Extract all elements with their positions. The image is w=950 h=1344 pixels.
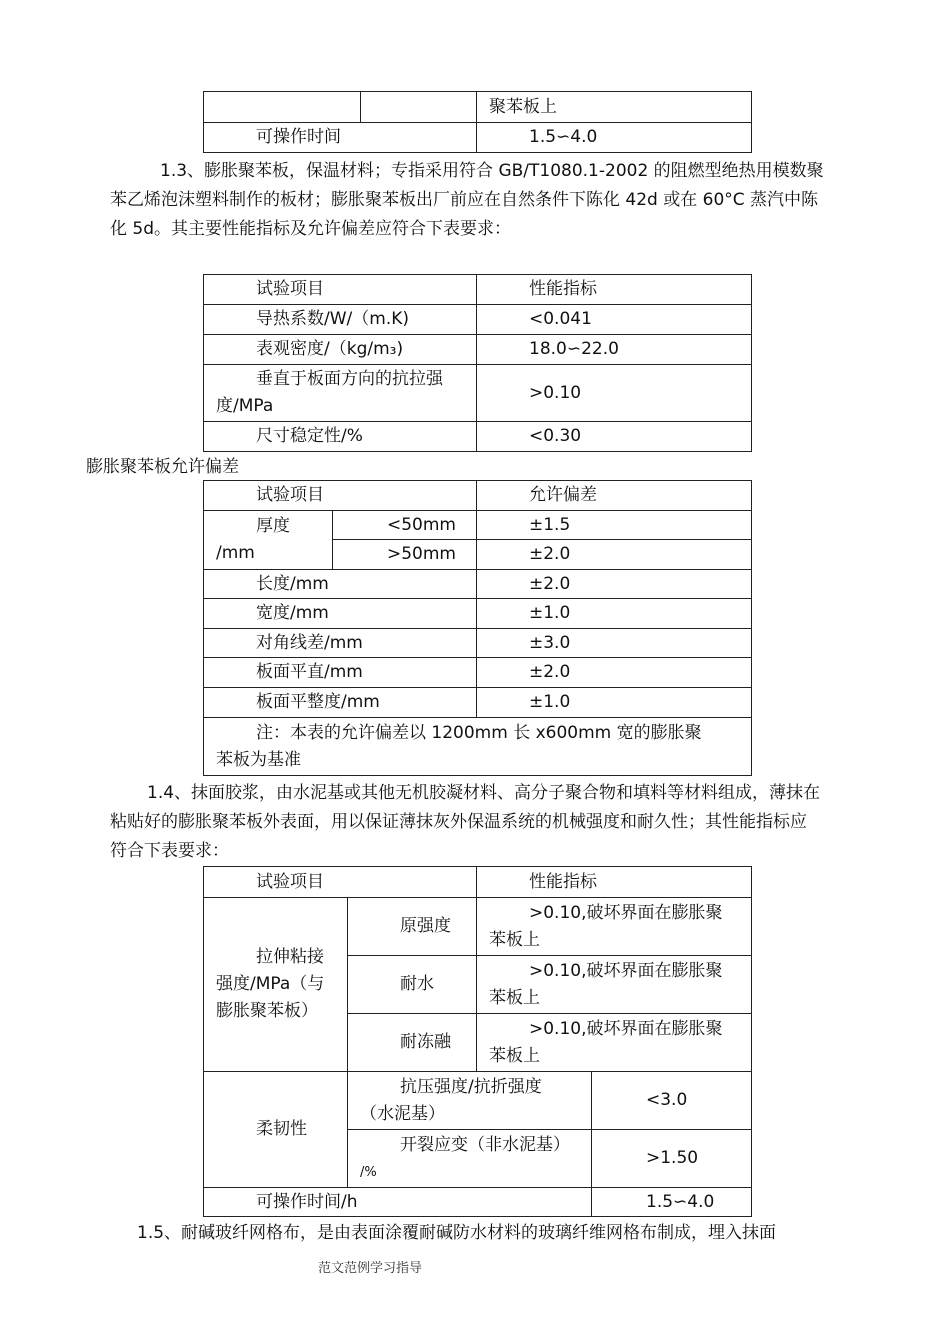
cell-line: >0.10,破坏界面在膨胀聚	[529, 960, 723, 981]
table-cell-item: 板面平整度/mm	[204, 688, 477, 718]
cell-line: >0.10,破坏界面在膨胀聚	[529, 902, 723, 923]
table-cell-item: 表观密度/（kg/m₃)	[204, 335, 477, 365]
table-cell-item: 对角线差/mm	[204, 629, 477, 658]
paragraph-line: 符合下表要求：	[110, 841, 229, 861]
table-header-cell: 试验项目	[204, 275, 477, 305]
cell-line: 苯板上	[489, 987, 540, 1008]
paragraph-1-5	[110, 1219, 870, 1248]
cell-line: /mm	[216, 543, 255, 563]
table-cell-value: ±1.0	[477, 688, 752, 718]
table-cell-item	[204, 365, 477, 422]
flex-condition	[348, 1130, 592, 1188]
top-table-cell	[204, 92, 361, 123]
cell-line: 强度/MPa（与	[216, 974, 325, 994]
table-cell-value: >0.10	[477, 365, 752, 422]
table-header-cell: 性能指标	[477, 275, 752, 305]
thickness-range: <50mm	[333, 511, 477, 540]
paragraph-line: 1.4、抹面胶浆，由水泥基或其他无机胶凝材料、高分子聚合物和填料等材料组成，薄抹在	[147, 783, 821, 803]
cell-line: 抗压强度/抗折强度	[400, 1076, 542, 1097]
table-cell-item: 板面平直/mm	[204, 658, 477, 688]
flex-condition	[348, 1072, 592, 1130]
paragraph-1-3	[110, 157, 870, 244]
cell-line: 苯板上	[489, 1045, 540, 1066]
cell-line: 度/MPa	[216, 396, 274, 416]
tolerance-caption: 膨胀聚苯板允许偏差	[86, 457, 239, 477]
tensile-value	[477, 956, 752, 1014]
table-cell-value: ±1.0	[477, 599, 752, 629]
table-cell-value: <0.30	[477, 422, 752, 452]
thickness-range: >50mm	[333, 540, 477, 570]
flex-value: <3.0	[592, 1072, 752, 1130]
table-cell-value: ±1.5	[477, 511, 752, 540]
thickness-label	[204, 511, 333, 570]
table-cell-item: 长度/mm	[204, 570, 477, 599]
cell-line: 苯板为基准	[216, 749, 301, 770]
cell-line: 厚度	[256, 516, 290, 536]
top-table-cell	[361, 92, 477, 123]
table-cell-value: ±2.0	[477, 540, 752, 570]
cell-line: 拉伸粘接	[256, 947, 324, 967]
table-cell-item: 尺寸稳定性/%	[204, 422, 477, 452]
table-cell-value: ±2.0	[477, 658, 752, 688]
top-table-value: 1.5∽4.0	[477, 123, 752, 153]
paragraph-line: 1.3、膨胀聚苯板，保温材料；专指采用符合 GB/T1080.1-2002 的阻燃型绝热用模数聚	[160, 161, 824, 181]
table-cell-item: 导热系数/W/（m.K)	[204, 305, 477, 335]
table-header-cell: 试验项目	[204, 481, 477, 511]
table-cell-value: ±2.0	[477, 570, 752, 599]
top-table-label: 可操作时间	[204, 123, 477, 153]
tensile-value	[477, 898, 752, 956]
mortar-table	[203, 866, 752, 1217]
paragraph-1-4	[110, 779, 870, 866]
table-cell-value: <0.041	[477, 305, 752, 335]
table-cell-value: 18.0∽22.0	[477, 335, 752, 365]
paragraph-line: 化 5d。其主要性能指标及允许偏差应符合下表要求：	[110, 219, 512, 239]
tensile-label	[204, 898, 348, 1072]
table-note	[204, 718, 752, 776]
cell-line: 垂直于板面方向的抗拉强	[256, 369, 443, 389]
performance-table	[203, 274, 752, 452]
top-table	[203, 91, 752, 153]
cell-line: 膨胀聚苯板）	[216, 1001, 318, 1021]
tensile-condition: 耐冻融	[348, 1014, 477, 1072]
cell-line: 注：本表的允许偏差以 1200mm 长 x600mm 宽的膨胀聚	[256, 722, 702, 743]
page-footer: 范文范例学习指导	[318, 1261, 423, 1276]
cell-line: 开裂应变（非水泥基）	[400, 1134, 570, 1155]
worktime-value: 1.5∽4.0	[592, 1188, 752, 1217]
worktime-label: 可操作时间/h	[204, 1188, 592, 1217]
cell-line: （水泥基）	[360, 1103, 445, 1124]
table-header-cell: 性能指标	[477, 867, 752, 898]
paragraph-line: 1.5、耐碱玻纤网格布，是由表面涂覆耐碱防水材料的玻璃纤维网格布制成，埋入抹面	[137, 1223, 777, 1243]
paragraph-line: 粘贴好的膨胀聚苯板外表面，用以保证薄抹灰外保温系统的机械强度和耐久性；其性能指标应	[110, 812, 807, 832]
tolerance-table	[203, 480, 752, 776]
table-cell-value: ±3.0	[477, 629, 752, 658]
top-table-cell: 聚苯板上	[477, 92, 752, 123]
table-cell-item: 宽度/mm	[204, 599, 477, 629]
flex-label: 柔韧性	[204, 1072, 348, 1188]
table-header-cell: 试验项目	[204, 867, 477, 898]
tensile-condition: 耐水	[348, 956, 477, 1014]
table-header-cell: 允许偏差	[477, 481, 752, 511]
cell-line: >0.10,破坏界面在膨胀聚	[529, 1018, 723, 1039]
cell-line: 苯板上	[489, 929, 540, 950]
cell-line: /%	[360, 1164, 377, 1180]
tensile-condition: 原强度	[348, 898, 477, 956]
paragraph-line: 苯乙烯泡沫塑料制作的板材；膨胀聚苯板出厂前应在自然条件下陈化 42d 或在 60°C 蒸汽中陈	[110, 190, 819, 210]
tensile-value	[477, 1014, 752, 1072]
flex-value: >1.50	[592, 1130, 752, 1188]
